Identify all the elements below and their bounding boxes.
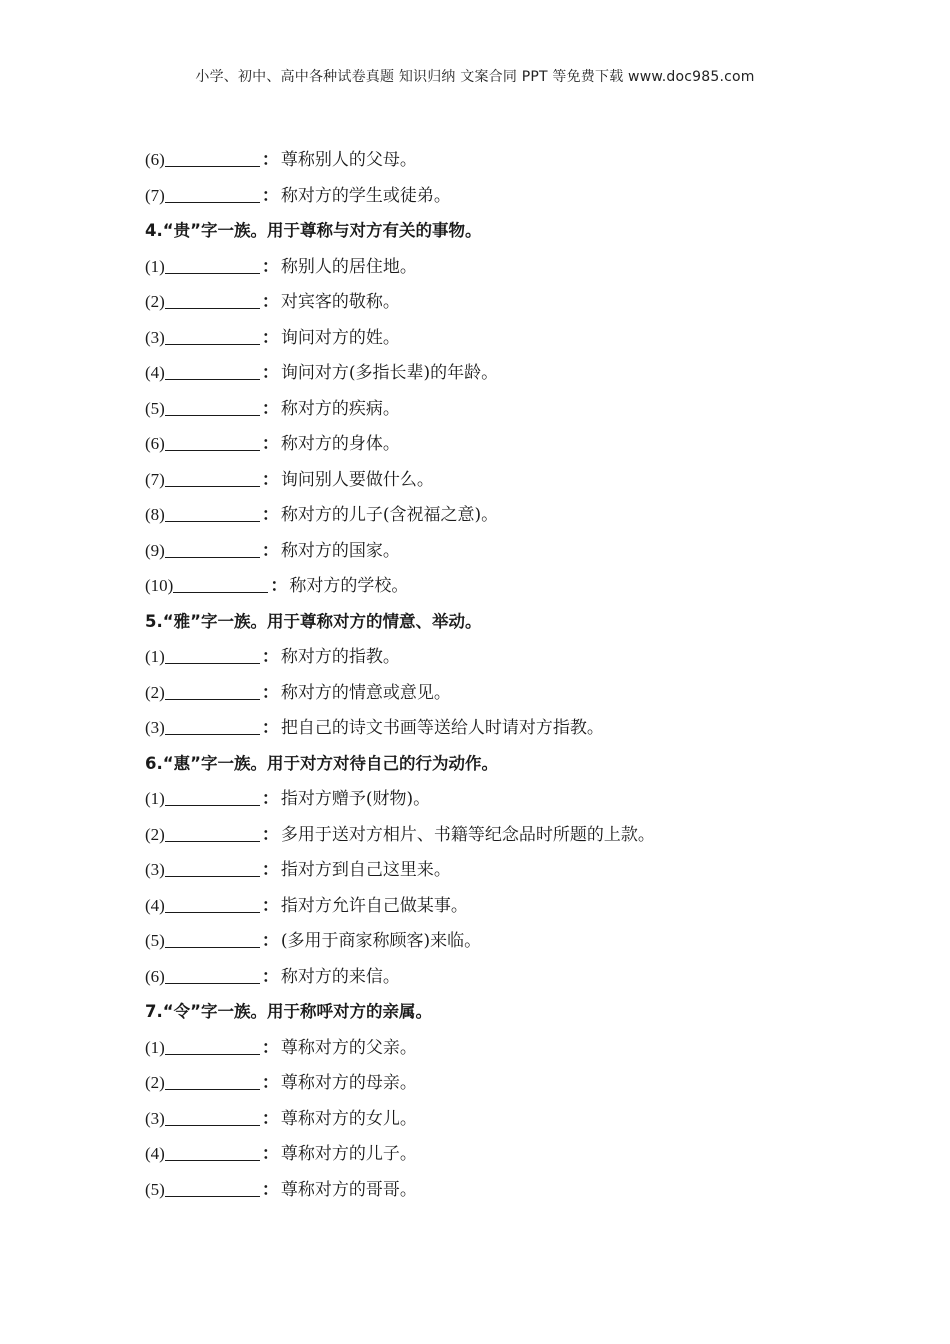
answer-blank[interactable] bbox=[165, 716, 260, 735]
item-number: (4) bbox=[145, 1144, 165, 1163]
item-text: 称对方的情意或意见。 bbox=[280, 682, 451, 703]
answer-blank[interactable] bbox=[165, 290, 260, 309]
item-number: (7) bbox=[145, 469, 165, 489]
section-title: .“贵”字一族。用于尊称与对方有关的事物。 bbox=[156, 221, 482, 240]
item-number: (3) bbox=[145, 327, 165, 347]
answer-blank[interactable] bbox=[165, 1036, 260, 1055]
item-text: 尊称对方的儿子。 bbox=[280, 1144, 417, 1164]
item-number: (1) bbox=[145, 256, 165, 276]
item-text: 指对方到自己这里来。 bbox=[280, 860, 451, 880]
section-number: 4 bbox=[145, 221, 157, 240]
list-item: (1) ： 称对方的指教。 bbox=[145, 647, 400, 667]
item-number: (2) bbox=[145, 1073, 165, 1092]
item-text: 称对方的学生或徒弟。 bbox=[280, 185, 451, 206]
list-item: (5) ： (多用于商家称顾客)来临。 bbox=[145, 931, 482, 951]
list-item: (1) ： 称别人的居住地。 bbox=[145, 256, 417, 277]
list-item: (2) ： 称对方的情意或意见。 bbox=[145, 682, 451, 703]
item-text: 指对方赠予(财物)。 bbox=[280, 789, 431, 809]
item-number: (5) bbox=[145, 1179, 165, 1199]
item-number: (9) bbox=[145, 540, 165, 560]
list-item: (10) ： 称对方的学校。 bbox=[145, 576, 409, 596]
item-number: (1) bbox=[145, 1037, 165, 1057]
section-number: 6 bbox=[145, 753, 157, 773]
list-item: (3) ： 把自己的诗文书画等送给人时请对方指教。 bbox=[145, 718, 604, 738]
item-number: (3) bbox=[145, 1108, 165, 1128]
list-item: (6) ： 称对方的来信。 bbox=[145, 966, 400, 987]
answer-blank[interactable] bbox=[165, 148, 260, 167]
list-item: (1) ： 尊称对方的父亲。 bbox=[145, 1037, 417, 1058]
answer-blank[interactable] bbox=[165, 681, 260, 700]
list-item: (1) ： 指对方赠予(财物)。 bbox=[145, 789, 431, 809]
list-item: (4) ： 指对方允许自己做某事。 bbox=[145, 895, 468, 916]
item-number: (4) bbox=[145, 895, 165, 915]
item-number: (1) bbox=[145, 647, 165, 666]
item-text: 称对方的学校。 bbox=[289, 576, 409, 596]
item-text: 称对方的指教。 bbox=[280, 647, 400, 667]
answer-blank[interactable] bbox=[165, 965, 260, 984]
answer-blank[interactable] bbox=[165, 503, 260, 522]
list-item: (6) ： 尊称别人的父母。 bbox=[145, 150, 417, 170]
list-item: (3) ： 指对方到自己这里来。 bbox=[145, 860, 451, 880]
section-number: 5 bbox=[145, 611, 157, 631]
answer-blank[interactable] bbox=[165, 1107, 260, 1126]
item-number: (3) bbox=[145, 718, 165, 737]
list-item: (2) ： 多用于送对方相片、书籍等纪念品时所题的上款。 bbox=[145, 824, 655, 845]
section-title: .“令”字一族。用于称呼对方的亲属。 bbox=[156, 1002, 432, 1021]
item-number: (1) bbox=[145, 789, 165, 808]
item-number: (2) bbox=[145, 824, 165, 844]
item-number: (2) bbox=[145, 682, 165, 702]
item-text: 对宾客的敬称。 bbox=[280, 292, 400, 312]
item-text: (多用于商家称顾客)来临。 bbox=[280, 931, 482, 951]
answer-blank[interactable] bbox=[165, 1142, 260, 1161]
item-text: 称对方的身体。 bbox=[280, 434, 400, 454]
list-item: (9) ： 称对方的国家。 bbox=[145, 540, 400, 561]
answer-blank[interactable] bbox=[165, 929, 260, 948]
item-number: (6) bbox=[145, 434, 165, 453]
answer-blank[interactable] bbox=[165, 787, 260, 806]
document-body bbox=[145, 142, 845, 1207]
section-number: 7 bbox=[145, 1002, 157, 1021]
answer-blank[interactable] bbox=[165, 468, 260, 487]
section-heading bbox=[145, 213, 845, 249]
answer-blank[interactable] bbox=[165, 326, 260, 345]
list-item: (3) ： 询问对方的姓。 bbox=[145, 327, 400, 348]
item-text: 称对方的来信。 bbox=[280, 966, 400, 987]
section-heading bbox=[145, 604, 845, 640]
answer-blank[interactable] bbox=[165, 255, 260, 274]
item-number: (2) bbox=[145, 292, 165, 311]
item-text: 把自己的诗文书画等送给人时请对方指教。 bbox=[280, 718, 604, 738]
item-text: 尊称对方的母亲。 bbox=[280, 1073, 417, 1093]
item-text: 称对方的国家。 bbox=[280, 540, 400, 561]
list-item: (5) ： 尊称对方的哥哥。 bbox=[145, 1179, 417, 1200]
section-heading bbox=[145, 746, 845, 782]
list-item: (4) ： 询问对方(多指长辈)的年龄。 bbox=[145, 363, 499, 383]
list-item: (4) ： 尊称对方的儿子。 bbox=[145, 1144, 417, 1164]
item-number: (6) bbox=[145, 966, 165, 986]
item-text: 询问对方的姓。 bbox=[280, 327, 400, 348]
item-text: 询问别人要做什么。 bbox=[280, 469, 434, 490]
page-header: 小学、初中、高中各种试卷真题 知识归纳 文案合同 PPT 等免费下载 www.doc985.com bbox=[195, 69, 755, 85]
item-text: 尊称别人的父母。 bbox=[280, 150, 417, 170]
item-number: (4) bbox=[145, 363, 165, 382]
answer-blank[interactable] bbox=[165, 539, 260, 558]
answer-blank[interactable] bbox=[165, 894, 260, 913]
answer-blank[interactable] bbox=[165, 361, 260, 380]
answer-blank[interactable] bbox=[173, 574, 268, 593]
list-item: (2) ： 尊称对方的母亲。 bbox=[145, 1073, 417, 1093]
item-text: 尊称对方的哥哥。 bbox=[280, 1179, 417, 1200]
list-item: (7) ： 询问别人要做什么。 bbox=[145, 469, 434, 490]
section-title: .“雅”字一族。用于尊称对方的情意、举动。 bbox=[156, 611, 482, 631]
list-item: (3) ： 尊称对方的女儿。 bbox=[145, 1108, 417, 1129]
item-number: (3) bbox=[145, 860, 165, 879]
item-text: 询问对方(多指长辈)的年龄。 bbox=[280, 363, 499, 383]
item-text: 尊称对方的女儿。 bbox=[280, 1108, 417, 1129]
item-number: (5) bbox=[145, 931, 165, 950]
item-text: 多用于送对方相片、书籍等纪念品时所题的上款。 bbox=[280, 824, 655, 845]
item-text: 尊称对方的父亲。 bbox=[280, 1037, 417, 1058]
answer-blank[interactable] bbox=[165, 184, 260, 203]
answer-blank[interactable] bbox=[165, 432, 260, 451]
answer-blank[interactable] bbox=[165, 823, 260, 842]
answer-blank[interactable] bbox=[165, 645, 260, 664]
item-text: 指对方允许自己做某事。 bbox=[280, 895, 468, 916]
item-number: (5) bbox=[145, 398, 165, 418]
list-item: (8) ： 称对方的儿子(含祝福之意)。 bbox=[145, 505, 499, 525]
list-item: (5) ： 称对方的疾病。 bbox=[145, 398, 400, 419]
list-item: (7) ： 称对方的学生或徒弟。 bbox=[145, 185, 451, 206]
answer-blank[interactable] bbox=[165, 858, 260, 877]
list-item: (2) ： 对宾客的敬称。 bbox=[145, 292, 400, 312]
item-text: 称别人的居住地。 bbox=[280, 256, 417, 277]
item-text: 称对方的儿子(含祝福之意)。 bbox=[280, 505, 499, 525]
item-text: 称对方的疾病。 bbox=[280, 398, 400, 419]
answer-blank[interactable] bbox=[165, 397, 260, 416]
section-heading bbox=[145, 994, 845, 1030]
section-title: .“惠”字一族。用于对方对待自己的行为动作。 bbox=[156, 753, 498, 773]
item-number: (7) bbox=[145, 185, 165, 205]
list-item: (6) ： 称对方的身体。 bbox=[145, 434, 400, 454]
item-number: (8) bbox=[145, 505, 165, 524]
item-number: (10) bbox=[145, 576, 174, 595]
item-number: (6) bbox=[145, 150, 165, 169]
answer-blank[interactable] bbox=[165, 1071, 260, 1090]
answer-blank[interactable] bbox=[165, 1178, 260, 1197]
